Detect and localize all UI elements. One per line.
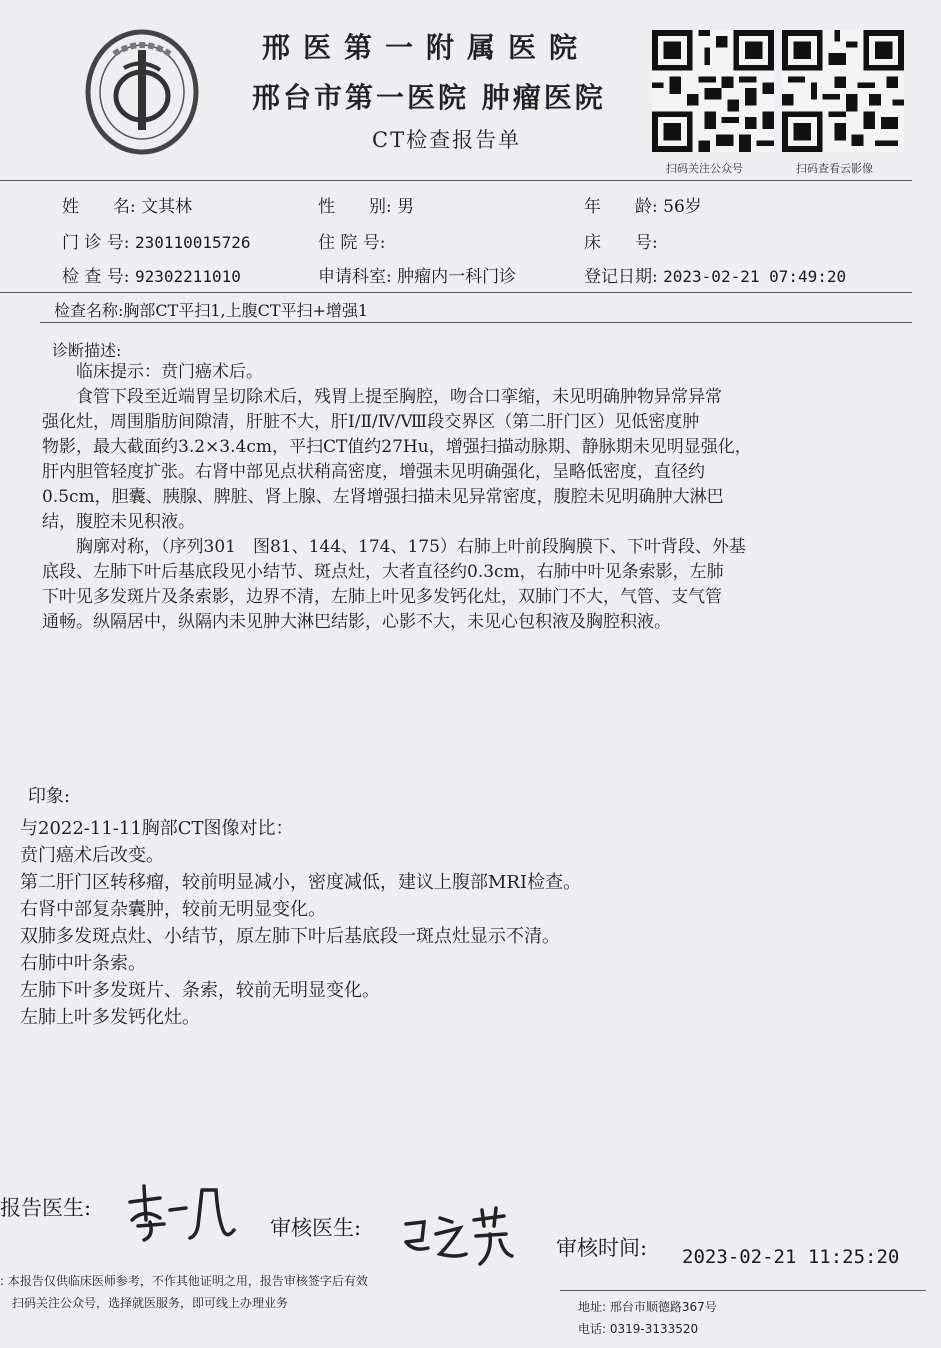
clinic-no: 230110015726 bbox=[134, 233, 251, 252]
review-time-label: 审核时间: bbox=[556, 1236, 648, 1260]
patient-sex-row bbox=[318, 192, 414, 217]
patient-age: 56岁 bbox=[663, 197, 702, 217]
impression-label: 印象: bbox=[28, 786, 71, 807]
report-title: CT检查报告单 bbox=[372, 128, 522, 152]
impression-text bbox=[20, 815, 880, 1031]
footer-address: 地址: 邢台市顺德路367号 bbox=[578, 1300, 717, 1314]
impression-line: 右肾中部复杂囊肿，较前无明显变化。 bbox=[20, 899, 326, 920]
review-doctor-label: 审核医生: bbox=[270, 1216, 362, 1240]
report-doctor-label: 报告医生: bbox=[0, 1196, 92, 1220]
exam-name-label: 检查名称: bbox=[54, 301, 124, 320]
footer-phone: 电话: 0319-3133520 bbox=[578, 1322, 699, 1336]
footer-note-2: 扫码关注公众号，选择就医服务，即可线上办理业务 bbox=[12, 1296, 289, 1310]
findings-label: 诊断描述: bbox=[52, 341, 122, 360]
findings-line: 胸廓对称，（序列301 图81、144、174、175）右肺上叶前段胸膜下、下叶背段、外基 bbox=[42, 537, 746, 557]
exam-no: 92302211010 bbox=[134, 267, 241, 286]
hospital-name-line1: 邢医第一附属医院 bbox=[262, 31, 591, 64]
qr-code-official-account-icon bbox=[652, 30, 774, 152]
dept: 肿瘤内一科门诊 bbox=[397, 267, 517, 287]
review-doctor-signature bbox=[400, 1204, 520, 1268]
hospital-name-line2: 邢台市第一医院 肿瘤医院 bbox=[252, 81, 606, 114]
patient-sex: 男 bbox=[397, 197, 415, 217]
findings-line: 食管下段至近端胃呈切除术后，残胃上提至胸腔，吻合口挛缩，未见明确肿物异常异常 bbox=[42, 387, 722, 407]
inpatient-no-row bbox=[318, 228, 386, 253]
findings-line: 通畅。纵隔居中，纵隔内未见肿大淋巴结影，心影不大，未见心包积液及胸腔积液。 bbox=[42, 612, 671, 632]
findings-line: 结，腹腔未见积液。 bbox=[42, 512, 195, 532]
report-doctor-signature bbox=[120, 1180, 240, 1244]
review-time: 2023-02-21 11:25:20 bbox=[682, 1246, 900, 1268]
bed-row bbox=[584, 228, 658, 253]
footer-note-1: : 本报告仅供临床医师参考，不作其他证明之用，报告审核签字后有效 bbox=[0, 1274, 368, 1288]
info-divider bbox=[0, 292, 912, 293]
findings-line: 底段、左肺下叶后基底段见小结节、斑点灶，大者直径约0.3cm，右肺中叶见条索影，左肺 bbox=[42, 562, 724, 582]
exam-no-row bbox=[62, 262, 241, 287]
patient-sex-label: 性 别: bbox=[318, 197, 392, 217]
reg-date: 2023-02-21 07:49:20 bbox=[663, 267, 847, 286]
patient-age-label: 年 龄: bbox=[584, 197, 658, 217]
inpatient-no-label: 住 院 号: bbox=[318, 233, 386, 253]
bed-label: 床 号: bbox=[584, 233, 658, 253]
footer-divider bbox=[560, 1290, 926, 1291]
exam-no-label: 检 查 号: bbox=[62, 267, 130, 287]
clinic-no-row bbox=[62, 228, 251, 253]
exam-divider bbox=[40, 322, 912, 323]
findings-line: 肝内胆管轻度扩张。右肾中部见点状稍高密度，增强未见明确强化，呈略低密度，直径约 bbox=[42, 462, 705, 482]
header-divider bbox=[0, 180, 912, 181]
impression-line: 贲门癌术后改变。 bbox=[20, 845, 164, 866]
impression-line: 左肺上叶多发钙化灶。 bbox=[20, 1007, 200, 1028]
patient-name: 文其林 bbox=[141, 197, 193, 217]
dept-label: 申请科室: bbox=[318, 267, 392, 287]
impression-line: 左肺下叶多发斑片、条索，较前无明显变化。 bbox=[20, 980, 380, 1001]
dept-row bbox=[318, 262, 516, 287]
impression-line: 右肺中叶条索。 bbox=[20, 953, 146, 974]
impression-line: 第二肝门区转移瘤，较前明显减小，密度减低，建议上腹部MRI检查。 bbox=[20, 872, 582, 893]
patient-name-label: 姓 名: bbox=[62, 197, 136, 217]
patient-name-row bbox=[62, 192, 192, 217]
findings-text bbox=[42, 360, 892, 635]
impression-line: 双肺多发斑点灶、小结节，原左肺下叶后基底段一斑点灶显示不清。 bbox=[20, 926, 560, 947]
findings-line: 临床提示：贲门癌术后。 bbox=[42, 362, 263, 382]
qr-code-cloud-image-icon bbox=[782, 30, 904, 152]
reg-date-row bbox=[584, 262, 846, 287]
impression-line: 与2022-11-11胸部CT图像对比： bbox=[20, 818, 294, 839]
hospital-logo bbox=[84, 28, 200, 156]
qr-right-caption: 扫码查看云影像 bbox=[796, 162, 873, 175]
exam-name: 胸部CT平扫1,上腹CT平扫+增强1 bbox=[123, 301, 369, 320]
qr-left-caption: 扫码关注公众号 bbox=[666, 162, 743, 175]
findings-line: 0.5cm，胆囊、胰腺、脾脏、肾上腺、左肾增强扫描未见异常密度，腹腔未见明确肿大淋巴 bbox=[42, 487, 724, 507]
findings-line: 物影，最大截面约3.2×3.4cm，平扫CT值约27Hu，增强扫描动脉期、静脉期未见明显强化， bbox=[42, 437, 752, 457]
findings-line: 下叶见多发斑片及条索影，边界不清，左肺上叶见多发钙化灶，双肺门不大，气管、支气管 bbox=[42, 587, 722, 607]
clinic-no-label: 门 诊 号: bbox=[62, 233, 130, 253]
exam-name-row bbox=[54, 298, 368, 321]
patient-age-row bbox=[584, 192, 702, 217]
findings-line: 强化灶，周围脂肪间隙清，肝脏不大，肝Ⅰ/Ⅱ/Ⅳ/Ⅷ段交界区（第二肝门区）见低密度肿 bbox=[42, 412, 700, 432]
reg-date-label: 登记日期: bbox=[584, 267, 658, 287]
